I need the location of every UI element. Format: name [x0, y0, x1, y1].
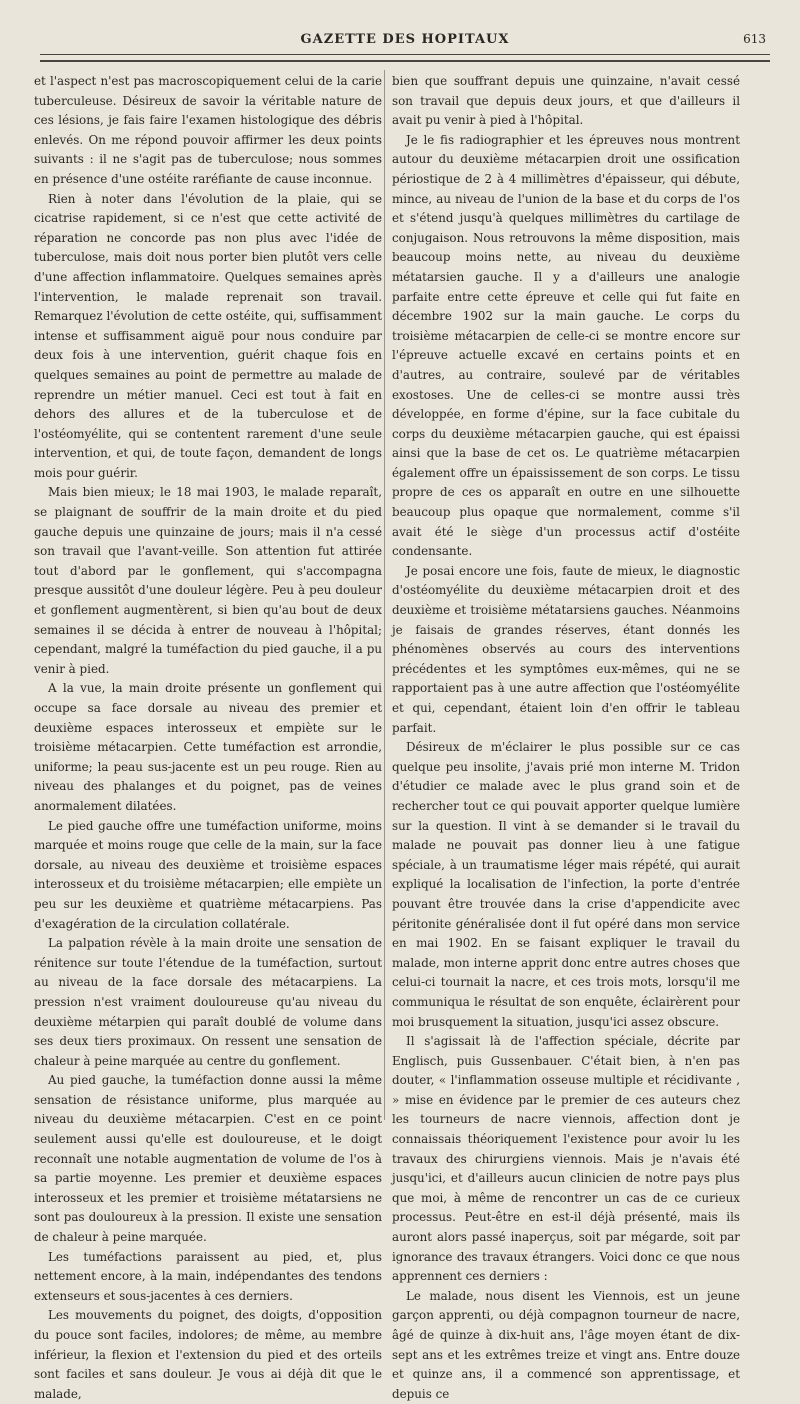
- paragraph: bien que souffrant depuis une quinzaine, n'avait cessé son travail que depuis deux jours, et que d'ailleurs il avait pu venir à pied à l'hôpital.: [392, 74, 740, 128]
- column-divider: [384, 70, 385, 1120]
- paragraph: Désireux de m'éclairer le plus possible sur ce cas quelque peu insolite, j'avais prié mon interne M. Tridon d'étudier ce malade avec le plus grand soin et de rechercher tout ce qui pouvait apporter quelque lumière sur la question. Il vint à se demander si le travail du malade ne pouvait pas donner lieu à une fatigue spéciale, à un traumatisme léger mais répété, qui aurait expliqué la localisation de l'infection, la porte d'entrée pouvant être trouvée dans la crise d'appendicite avec péritonite généralisée dont il fut opéré dans mon service en mai 1902. En se faisant expliquer le travail du malade, mon interne apprit donc entre autres choses que celui-ci tournait la nacre, et ces trois mots, lorsqu'il me communiqua le résultat de son enquête, éclairèrent pour moi brusquement la situation, jusqu'ici assez obscure.: [392, 740, 740, 1029]
- page-number: 613: [743, 32, 766, 46]
- paragraph: Je posai encore une fois, faute de mieux, le diagnostic d'ostéomyélite du deuxième métacarpien droit et des deuxième et troisième métatarsiens gauches. Néanmoins je faisais de grandes réserves, étant donnés les phénomènes observés au cours des interventions précédentes et les symptômes eux-mêmes, qui ne se rapportaient pas à une autre affection que l'ostéomyélite et qui, cependant, étaient loin d'en offrir le tableau parfait.: [392, 563, 740, 735]
- paragraph: Je le fis radiographier et les épreuves nous montrent autour du deuxième métacarpien droit une ossification périostique de 2 à 4 millimètres d'épaisseur, qui débute, mince, au niveau de l'union de la base et du corps de l'os et s'étend jusqu'à quelques millimètres du cartilage de conjugaison. Nous retrouvons la même disposition, mais beaucoup moins nette, au niveau du deuxième métatarsien gauche. Il y a d'ailleurs une analogie parfaite entre cette épreuve et celle qui fut faite en décembre 1902 sur la main gauche. Le corps du troisième métacarpien de celle-ci se montre encore sur l'épreuve actuelle excavé en certains points et en d'autres, au contraire, soulevé par de véritables exostoses. Une de celles-ci se montre aussi très développée, en forme d'épine, sur la face cubitale du corps du deuxième métacarpien gauche, qui est épaissi ainsi que la base de cet os. Le quatrième métacarpien également offre un épaississement de son corps. Le tissu propre de ces os apparaît en outre en une silhouette beaucoup plus opaque que normalement, comme s'il avait été le siège d'un processus actif d'ostéite condensante.: [392, 132, 740, 559]
- paragraph: Les tuméfactions paraissent au pied, et, plus nettement encore, à la main, indépendantes des tendons extenseurs et sous-jacentes à ces derniers.: [34, 1249, 382, 1303]
- left-column: [34, 72, 382, 1404]
- paragraph: Le pied gauche offre une tuméfaction uniforme, moins marquée et moins rouge que celle de la main, sur la face dorsale, au niveau des deuxième et troisième espaces interosseux et du troisième métacarpien; elle empiète un peu sur les deuxième et quatrième métacarpiens. Pas d'exagération de la circulation collatérale.: [34, 818, 382, 931]
- paragraph: Au pied gauche, la tuméfaction donne aussi la même sensation de résistance uniforme, plus marquée au niveau du deuxième métacarpien. C'est en ce point seulement aussi qu'elle est douloureuse, et le doigt reconnaît une notable augmentation de volume de l'os à sa partie moyenne. Les premier et deuxième espaces interosseux et les premier et troisième métatarsiens ne sont pas douloureux à la pression. Il existe une sensation de chaleur à peine marquée.: [34, 1073, 382, 1245]
- paragraph: et l'aspect n'est pas macroscopiquement celui de la carie tuberculeuse. Désireux de savoir la véritable nature de ces lésions, je fais faire l'examen histologique des débris enlevés. On me répond pouvoir affirmer les deux points suivants : il ne s'agit pas de tuberculose; nous sommes en présence d'une ostéite raréfiante de cause inconnue.: [34, 74, 382, 186]
- paragraph: Les mouvements du poignet, des doigts, d'opposition du pouce sont faciles, indolores; de même, au membre inférieur, la flexion et l'extension du pied et des orteils sont faciles et sans douleur. Je vous ai déjà dit que le malade,: [34, 1308, 382, 1401]
- running-title: GAZETTE DES HOPITAUX: [300, 32, 510, 47]
- header-rule: [40, 60, 770, 62]
- page-header: [40, 30, 770, 55]
- paragraph: La palpation révèle à la main droite une sensation de rénitence sur toute l'étendue de la tuméfaction, surtout au niveau de la face dorsale des métacarpiens. La pression n'est vraiment douloureuse qu'au niveau du deuxième métarpien qui paraît doublé de volume dans ses deux tiers proximaux. On ressent une sensation de chaleur à peine marquée au centre du gonflement.: [34, 936, 382, 1068]
- paragraph: A la vue, la main droite présente un gonflement qui occupe sa face dorsale au niveau des premier et deuxième espaces interosseux et empiète sur le troisième métacarpien. Cette tuméfaction est arrondie, uniforme; la peau sus-jacente est un peu rouge. Rien au niveau des phalanges et du poignet, pas de veines anormalement dilatées.: [34, 681, 382, 813]
- paragraph: Il s'agissait là de l'affection spéciale, décrite par Englisch, puis Gussenbauer. C'était bien, à n'en pas douter, « l'inflammation osseuse multiple et récidivante , » mise en évidence par le premier de ces auteurs chez les tourneurs de nacre viennois, affection dont je connaissais théoriquement l'existence pour avoir lu les travaux des chirurgiens viennois. Mais je n'avais été jusqu'ici, et d'ailleurs aucun clinicien de notre pays plus que moi, à même de rencontrer un cas de ce curieux processus. Peut-être en est-il déjà présenté, mais ils auront alors passé inaperçus, soit par mégarde, soit par ignorance des travaux étrangers. Voici donc ce que nous apprennent ces derniers :: [392, 1034, 740, 1284]
- right-column: [392, 72, 740, 1404]
- paragraph: Le malade, nous disent les Viennois, est un jeune garçon apprenti, ou déjà compagnon tourneur de nacre, âgé de quinze à dix-huit ans, l'âge moyen étant de dix-sept ans et les extrêmes treize et vingt ans. Entre douze et quinze ans, il a commencé son apprentissage, et depuis ce: [392, 1288, 740, 1401]
- paragraph: Mais bien mieux; le 18 mai 1903, le malade reparaît, se plaignant de souffrir de la main droite et du pied gauche depuis une quinzaine de jours; mais il n'a cessé son travail que l'avant-veille. Son attention fut attirée tout d'abord par le gonflement, qui s'accompagna presque aussitôt d'une douleur légère. Peu à peu douleur et gonflement augmentèrent, si bien qu'au bout de deux semaines il se décida à entrer de nouveau à l'hôpital; cependant, malgré la tuméfaction du pied gauche, il a pu venir à pied.: [34, 485, 382, 676]
- paragraph: Rien à noter dans l'évolution de la plaie, qui se cicatrise rapidement, si ce n'est que cette activité de réparation ne concorde pas non plus avec l'idée de tuberculose, mais doit nous porter bien plutôt vers celle d'une affection inflammatoire. Quelques semaines après l'intervention, le malade reprenait son travail. Remarquez l'évolution de cette ostéite, qui, suffisamment intense et suffisamment aiguë pour nous conduire par deux fois à une intervention, guérit chaque fois en quelques semaines au point de permettre au malade de reprendre un métier manuel. Ceci est tout à fait en dehors des allures et de la tuberculose et de l'ostéomyélite, qui se contentent rarement d'une seule intervention, et qui, de toute façon, demandent de longs mois pour guérir.: [34, 191, 382, 480]
